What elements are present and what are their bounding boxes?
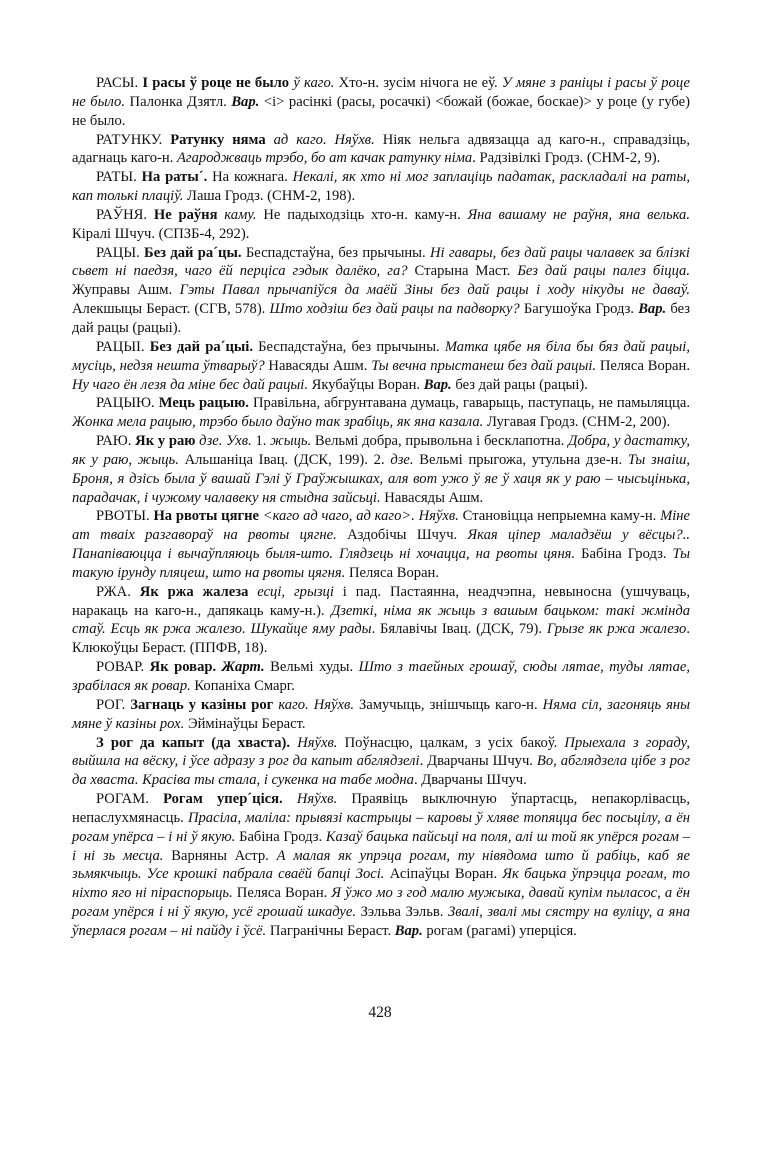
example-text: Што з таейных грошаў, сюды лятае, туды лятае, зрабілася як ровар. xyxy=(72,659,690,694)
example-text: дзе. xyxy=(390,451,414,468)
dictionary-entry xyxy=(72,583,690,658)
dictionary-entry xyxy=(72,507,690,582)
example-text: Во, абглядзела цібе з рог да хваста. Красіва ты стала, і сукенка на табе модна xyxy=(72,753,691,789)
entry-text: . Дварчаны Шчуч. xyxy=(413,772,527,789)
entry-text: РАСЫ. xyxy=(96,75,143,91)
variant-marker: Жарт. xyxy=(216,659,265,676)
entry-text: . Радзівілкі Гродз. (СНМ-2, 9). xyxy=(472,150,661,167)
entry-text: Вельмі прыгожа, утульна дзе-н. xyxy=(413,451,628,468)
example-text: Матка цябе ня біла бы бяз дай рацыі, мусіць, недзя нешта ўтварыў? xyxy=(72,338,690,374)
entry-text: Асіпаўцы Воран. xyxy=(384,866,503,883)
example-text: Агароджваць трэбо, бо ат качак ратунку німа xyxy=(177,150,473,167)
entry-text: Якубаўцы Воран. xyxy=(307,376,424,393)
entry-text: рогам (рагамі) уперціся. xyxy=(422,922,577,939)
headword-phrase: Без дай ра´цыі. xyxy=(149,338,253,355)
entry-text: Копаніха Смарг. xyxy=(190,678,295,694)
headword-phrase: Без дай ра´цы. xyxy=(144,244,242,261)
example-text: Няма сіл, загоняць яны мяне ў казіны рох. xyxy=(72,696,690,732)
example-text: Некалі, як хто ні мог заплаціць падатак, раскладалі на раты, кап толькі плаціў. xyxy=(72,169,690,205)
entry-text: РАЦЫЮ. xyxy=(96,395,159,412)
example-text: Няўхв. xyxy=(290,734,338,751)
entry-text: Пеляса Воран. xyxy=(345,564,440,581)
entry-text: . Клюкоўцы Бераст. (ППФВ, 18). xyxy=(72,621,690,657)
headword-phrase: Мець рацыю. xyxy=(158,395,249,412)
entry-text: Поўнасцю, цалкам, з усіх бакоў. xyxy=(337,734,565,751)
example-text: каго. Няўхв. xyxy=(273,696,354,713)
entry-text: Становіцца непрыемна каму-н. xyxy=(458,508,661,525)
entry-text: Бабіна Гродз. xyxy=(575,546,673,563)
entry-text: Пеляса Воран. xyxy=(596,357,690,374)
dictionary-entry xyxy=(72,696,690,734)
page-number: 428 xyxy=(368,1004,392,1021)
entry-text: Бабіна Гродз. xyxy=(235,828,326,845)
entry-text: Кіралі Шчуч. (СПЗБ-4, 292). xyxy=(72,225,250,242)
headword-phrase: Рогам упер´ціся. xyxy=(163,791,283,808)
variant-marker: Вар. xyxy=(394,922,423,939)
headword-phrase: Як ровар. xyxy=(149,659,217,676)
entry-text: Палонка Дзятл. xyxy=(125,93,232,110)
entry-text: без дай рацы (рацыі). xyxy=(72,301,690,336)
entry-text: Навасяды Ашм. xyxy=(380,489,484,506)
entry-text: . Бялавічы Івац. (ДСК, 79). xyxy=(371,621,547,638)
headword-phrase: І расы ў роце не было xyxy=(142,75,290,91)
entry-text: РАЦЫ. xyxy=(96,244,145,261)
entry-text: РЖА. xyxy=(96,583,140,600)
entry-text: Правільна, абгрунтавана думаць, гаварыць, паступаць, не памыляцца. xyxy=(248,395,690,412)
entry-text: Эймінаўцы Бераст. xyxy=(184,715,306,732)
entry-text: РВОТЫ. xyxy=(96,508,154,525)
entry-text: РАЦЫІ. xyxy=(96,338,150,355)
entry-text: . Дварчаны Шчуч. xyxy=(419,753,537,770)
example-text: есці, грызці xyxy=(248,583,334,600)
headword-phrase: На рвоты цягне xyxy=(153,508,259,525)
example-text: Няўхв. xyxy=(282,791,338,808)
example-text: А малая як упрэца рогам, ту нівядома што й рабіць, каб яе зьмякчыць. Усе крошкі пабрала сваёй бапці Зосі. xyxy=(72,847,690,883)
entry-text: РАЎНЯ. xyxy=(96,206,154,223)
entry-text: Лугавая Гродз. (СНМ-2, 200). xyxy=(483,414,671,431)
entry-list xyxy=(72,74,690,941)
example-text: Ты вечна прыстанеш без дай рацыі. xyxy=(371,357,597,374)
entry-text: Беспадстаўна, без прычыны. xyxy=(241,244,430,261)
example-text: Дзеткі, німа як жыць з вашым бацьком: такі жмінда стаў. Есць як ржа жалезо. Шукайце яму рады xyxy=(72,602,690,638)
dictionary-entry xyxy=(72,131,690,169)
dictionary-entry xyxy=(72,74,690,131)
headword-phrase: Загнаць у казіны рог xyxy=(130,696,274,713)
example-text: Ну чаго ён лезя да міне бес дай рацыі. xyxy=(72,376,308,393)
entry-text: РОГ. xyxy=(96,696,131,713)
entry-text: РАТУНКУ. xyxy=(96,131,171,148)
dictionary-entry xyxy=(72,168,690,206)
example-text: Прасіла, маліла: прывязі кастрыцы – каровы ў хляве топяцца бес посьцілу, а ён рогам упёрса – і ні ў якую. xyxy=(72,809,690,845)
dictionary-entry xyxy=(72,432,690,507)
example-text: Без дай рацы палез біцца. xyxy=(517,263,691,280)
dictionary-entry xyxy=(72,394,690,432)
dictionary-entry xyxy=(72,734,690,791)
headword-phrase: Як ржа жалеза xyxy=(139,583,249,600)
example-text: Як бацька ўпрэцца рогам, то ніхто яго ні піраспорыць. xyxy=(72,866,690,902)
headword-phrase: Не раўня xyxy=(153,206,218,223)
variant-marker: Вар. xyxy=(231,93,260,110)
example-text: Ні гавары, без дай рацы чалавек за блізкі сьвет ні паедзя, чаго ёй перціса гэдык далёко, га? xyxy=(72,244,690,280)
entry-text: 1. xyxy=(251,433,271,450)
example-text: Ты такую ірунду пляцеш, што на рвоты цягня. xyxy=(72,546,690,581)
dictionary-entry xyxy=(72,338,690,395)
entry-text: <і> расінкі (расы, росачкі) <божай (божае, боскае)> у роце (у губе) не было. xyxy=(72,93,690,129)
entry-text: Зэльва Зэльв. xyxy=(356,904,448,921)
example-text: Грызе як ржа жалезо xyxy=(546,621,687,638)
entry-text: Праявіць выключную ўпартасць, непакорлівасць, непаслухмянасць. xyxy=(72,791,690,826)
example-text: Яна вашаму не раўня, яна велька. xyxy=(467,206,690,223)
example-text: Жонка мела рацыю, трэбо было даўно так зрабіць, як яна казала. xyxy=(72,414,484,431)
example-text: Звалі, звалі мы сястру на вуліцу, а яна ўперлася рогам – ні пайду і ўсё. xyxy=(72,904,690,939)
dictionary-entry xyxy=(72,790,690,941)
example-text: Якая ціпер маладзёш у вёсцы?.. Панапіваюцца і вычаўпляюць быля-што. Глядзець ні хочацца, на рвоты цяня. xyxy=(72,527,690,563)
headword-phrase: На раты´. xyxy=(141,169,208,186)
entry-text: РАТЫ. xyxy=(96,169,142,186)
entry-text: РАЮ. xyxy=(96,433,136,450)
entry-text: Жуправы Ашм. xyxy=(72,282,180,299)
entry-text: На кожнага. xyxy=(207,169,293,186)
example-text: жыць. xyxy=(270,433,312,450)
dictionary-entry xyxy=(72,658,690,696)
entry-text: Алекшыцы Бераст. (СГВ, 578). xyxy=(72,301,270,318)
dictionary-entry xyxy=(72,206,690,244)
dictionary-entry xyxy=(72,244,690,338)
headword-phrase: Ратунку няма xyxy=(170,131,266,148)
example-text: Казаў бацька пайсьці на поля, алі ш той як упёрся рогам – і ні зь месца. xyxy=(72,828,691,864)
example-text: дзе. Ухв. xyxy=(195,433,252,450)
entry-text: РОГАМ. xyxy=(96,791,164,808)
entry-text: Хто-н. зусім нічога не еў. xyxy=(334,75,502,91)
entry-text: Варняны Астр. xyxy=(163,847,277,864)
entry-text: Беспадстаўна, без прычыны. xyxy=(252,338,445,355)
example-text: Я ўжо мо з год малю мужыка, давай купім пыласос, а ён рогам упёрся і ні ў якую, усё грошай шкадуе. xyxy=(72,885,690,921)
entry-text: Пеляса Воран. xyxy=(232,885,332,902)
example-text: Міне ат тваіх разгавораў на рвоты цягне. xyxy=(72,508,690,544)
example-text: <каго ад чаго, ад каго>. Няўхв. xyxy=(258,508,459,525)
entry-text: Пагранічны Бераст. xyxy=(266,922,395,939)
entry-text: РОВАР. xyxy=(96,659,150,676)
entry-text: Не падыходзіць хто-н. каму-н. xyxy=(256,206,468,223)
example-text: Ты знаіш, Броня, я дзісь была ў вашай Гэлі ў Граўжышках, аля вот ужо ў яе ў хаця як у раю – чысьцінька, парадачак, і чужому чалавеку ня стыдна зайсьці. xyxy=(72,451,690,506)
example-text: ад каго. Няўхв. xyxy=(265,131,375,148)
entry-text: Старына Маст. xyxy=(407,263,518,280)
entry-text: Альшаніца Івац. (ДСК, 199). 2. xyxy=(178,451,391,468)
variant-marker: Вар. xyxy=(638,301,667,318)
example-text: Добра, у дастатку, як у раю, жыць. xyxy=(72,433,690,468)
headword-phrase: З рог да капыт (да хваста). xyxy=(96,734,291,751)
headword-phrase: Як у раю xyxy=(135,433,196,450)
entry-text: Ніяк нельга адвязацца ад каго-н., справадзіць, адагнаць каго-н. xyxy=(72,131,690,167)
entry-text: Аздобічы Шчуч. xyxy=(336,527,468,544)
example-text: ў каго. xyxy=(289,75,335,91)
entry-text: без дай рацы (рацыі). xyxy=(451,376,588,393)
entry-text: Замучыць, знішчыць каго-н. xyxy=(353,696,543,713)
entry-text: Навасяды Ашм. xyxy=(264,357,372,374)
entry-text: і пад. Пастаянна, неадчэпна, невыносна (ушчуваць, наракаць на каго-н., дапякаць каму-н.). xyxy=(72,583,690,619)
example-text: У мяне з раніцы і расы ў роце не было. xyxy=(72,75,690,110)
entry-text: Лаша Гродз. (СНМ-2, 198). xyxy=(183,188,356,205)
example-text: Гэты Павал прычапіўся да маёй Зіны без дай рацы і ходу нікуды не даваў. xyxy=(179,282,690,299)
example-text: Што ходзіш без дай рацы па падворку? xyxy=(269,301,520,318)
example-text: каму. xyxy=(217,206,257,223)
entry-text: Вельмі добра, прывольна і бесклапотна. xyxy=(311,433,569,450)
variant-marker: Вар. xyxy=(423,376,452,393)
entry-text: Багушоўка Гродз. xyxy=(519,301,639,318)
entry-text: Вельмі худы. xyxy=(264,659,359,676)
example-text: Прыехала з гораду, выйшла на вёску, і ўсе адразу з рог да капыт абглядзелі xyxy=(72,734,690,770)
